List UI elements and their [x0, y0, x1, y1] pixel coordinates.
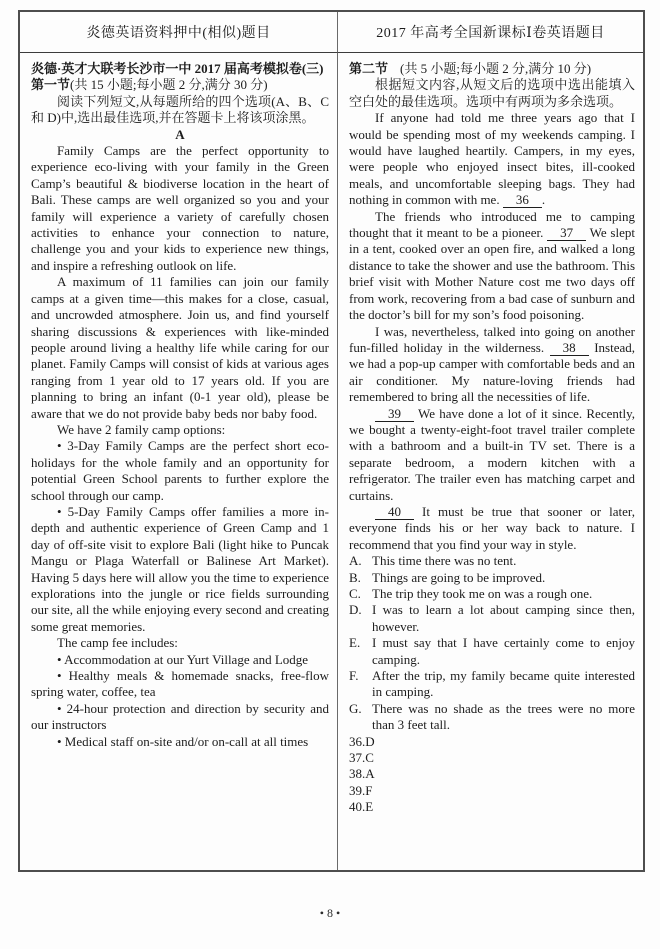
fee-bullet: • 24-hour protection and direction by security and our instructors	[31, 700, 329, 733]
passage-paragraph: A maximum of 11 families can join our family camps at a given time—this makes for a close, casual, and uncrowded atmosphere. Join us, and find yourself sharing discussions & experiences with like-minded people around living a healthy life while caring for our planet. Family Camps will consist of kids at various ages ranging from 1 year old to 17 years old. If you are planning to bring an infant (0-1 year old), please be aware that we do not provide baby beds nor baby food.	[31, 274, 329, 421]
option-text: Things are going to be improved.	[372, 569, 546, 585]
header-cell-right	[338, 12, 643, 53]
option-text: After the trip, my family became quite interested in camping.	[372, 668, 635, 700]
option-text: There was no shade as the trees were no more than 3 feet tall.	[372, 700, 635, 733]
option-label: B.	[349, 569, 361, 585]
header-right-title: 2017 年高考全国新课标Ⅰ卷英语题目	[376, 26, 605, 41]
option-text: The trip they took me on was a rough one.	[372, 586, 593, 601]
cloze-text: The friends who introduced me to camping thought that it meant to be a pioneer.	[349, 208, 635, 241]
option-label: E.	[349, 635, 361, 651]
camp-option-bullet: • 3-Day Family Camps are the perfect short eco-holidays for the whole family and an opportunity for potential Green School parents to further explore the school through our camp.	[31, 438, 329, 503]
option-item	[349, 570, 635, 586]
blank-37: 37	[547, 225, 586, 241]
fee-bullet: • Medical staff on-site and/or on-call at all times	[57, 733, 309, 749]
cloze-text: We have done a lot of it since. Recently, we bought a twenty-eight-foot travel trailer complete with a bathroom and a built-in TV set. There is a separate bedroom, a modern kitchen with a refrigerator. The trailer even has matching carpet and curtains.	[349, 405, 635, 503]
option-text: I was to learn a lot about camping since then, however.	[372, 602, 635, 634]
blank-36: 36	[503, 192, 542, 208]
option-text: This time there was no tent.	[372, 553, 517, 569]
camp-option-bullet: • 5-Day Family Camps offer families a more in-depth and authentic experience of Green Camp and 1 day of off-site visit to explore Bali (light hike to Puncak Mangu or Plaga Waterfall or Balinese Art Market). Having 5 days here will allow you the time to experience explorations into the jungle or rice fields surrounding our site, all the while enjoying every second and creating some great memories.	[31, 503, 329, 634]
mock-exam-title: 炎德·英才大联考长沙市一中 2017 届高考模拟卷(三)	[31, 61, 324, 76]
answer-line: 36.D	[349, 733, 375, 749]
right-column	[338, 53, 643, 870]
section-two-instructions: 根据短文内容,从短文后的选项中选出能填入空白处的最佳选项。选项中有两项为多余选项。	[349, 77, 635, 109]
option-label: G.	[349, 700, 362, 716]
fee-bullet: • Accommodation at our Yurt Village and Lodge	[57, 651, 309, 667]
option-label: A.	[349, 553, 362, 569]
cloze-paragraph	[349, 209, 635, 324]
answer-line: 39.F	[349, 782, 373, 798]
passage-label-a: A	[175, 126, 185, 142]
cloze-paragraph	[349, 110, 635, 208]
cloze-paragraph	[349, 406, 635, 504]
section-one-meta: (共 15 小题;每小题 2 分,满分 30 分)	[70, 77, 268, 93]
blank-40: 40	[375, 504, 414, 520]
cloze-paragraph	[349, 504, 635, 553]
cloze-text: It must be true that sooner or later, everyone finds his or her way back to nature. I recommend that you find your way in style.	[349, 503, 635, 552]
camp-options-intro: We have 2 family camp options:	[57, 421, 226, 437]
cloze-text: Instead, we had a pop-up camper with comfortable beds and an air conditioner. My nature-loving friends had remembered to bring all the necessities of life.	[349, 339, 635, 405]
option-item	[349, 602, 635, 635]
answer-line: 40.E	[349, 799, 374, 815]
left-column	[20, 53, 338, 870]
option-item	[349, 635, 635, 668]
section-two-heading: 第二节	[349, 61, 389, 76]
cloze-paragraph	[349, 324, 635, 406]
option-text: I must say that I have certainly come to enjoy camping.	[372, 635, 635, 667]
page-number: • 8 •	[319, 906, 341, 920]
cloze-text: .	[541, 192, 546, 208]
option-item	[349, 586, 635, 602]
section-one-instructions: 阅读下列短文,从每题所给的四个选项(A、B、C 和 D)中,选出最佳选项,并在答题卡上将该项涂黑。	[31, 93, 329, 126]
option-label: C.	[349, 586, 361, 601]
header-cell-left	[20, 12, 338, 53]
blank-38: 38	[550, 340, 589, 356]
option-item	[349, 668, 635, 701]
answer-line: 38.A	[349, 766, 375, 782]
cloze-text: If anyone had told me three years ago that I would be spending most of my weekends camping. I would have laughed heartily. Campers, in my eyes, were people who enjoyed insect bites, ill-cooked meals, and uncomfortable sleeping bags. They had nothing in common with me.	[349, 110, 635, 208]
option-label: D.	[349, 602, 362, 618]
option-label: F.	[349, 668, 359, 684]
section-two-meta: (共 5 小题;每小题 2 分,满分 10 分)	[400, 61, 592, 76]
exam-comparison-table	[18, 10, 645, 872]
section-one-heading: 第一节	[31, 77, 71, 93]
option-item	[349, 553, 635, 569]
option-item	[349, 701, 635, 734]
cloze-text: I was, nevertheless, talked into going on another fun-filled holiday in the wilderness.	[349, 323, 635, 355]
section-one-line	[31, 77, 329, 93]
fee-bullet: • Healthy meals & homemade snacks, free-flow spring water, coffee, tea	[31, 668, 329, 700]
header-left-title: 炎德英语资料押中(相似)题目	[86, 26, 271, 41]
passage-paragraph: Family Camps are the perfect opportunity to experience eco-living with your family in the Green Camp’s beautiful & biodiverse location in the heart of Bali. These camps are well organized so you and your family will experience a variety of carefully chosen activities to enhance your connection to nature, challenge you and your kids to experience new things, and inspire a refreshing outlook on life.	[31, 143, 329, 273]
answer-line: 37.C	[349, 750, 374, 766]
cloze-text: We slept in a tent, cooked over an open fire, and walked a long distance to take the shower and use the bathroom. This brief visit with Mother Nature cost me two days off from work, recovering from a bad case of sunburn and the doctor’s bill for my son’s food poisoning.	[349, 225, 635, 323]
camp-fee-intro: The camp fee includes:	[57, 635, 178, 651]
blank-39: 39	[375, 406, 414, 422]
section-two-line	[349, 61, 635, 77]
